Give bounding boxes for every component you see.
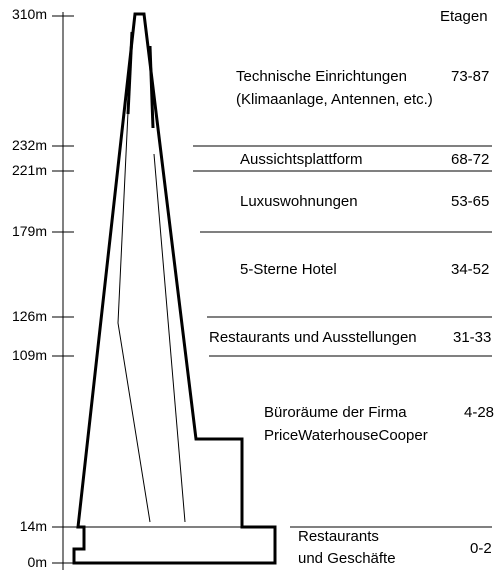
zone-hotel-name: 5-Sterne Hotel xyxy=(240,261,337,278)
floors-column-header: Etagen xyxy=(440,8,488,25)
zone-offices-floors: 4-28 xyxy=(464,404,495,421)
zone-offices-name: Büroräume der Firma xyxy=(264,404,407,421)
height-label-221m: 221m xyxy=(11,162,47,178)
zone-apartments-floors: 53-65 xyxy=(451,193,490,210)
zone-hotel-floors: 34-52 xyxy=(451,261,490,278)
zone-offices-detail: PriceWaterhouseCooper xyxy=(264,427,428,444)
zone-exhibitions-floors: 31-33 xyxy=(453,329,492,346)
zone-observation-deck-floors: 68-72 xyxy=(451,151,490,168)
inner-core-right xyxy=(154,154,185,522)
zone-shops-detail: und Geschäfte xyxy=(298,550,396,567)
height-label-109m: 109m xyxy=(11,347,47,363)
height-label-0m: 0m xyxy=(27,554,47,570)
inner-core-left xyxy=(118,112,150,522)
zone-shops-name: Restaurants xyxy=(298,528,379,545)
zone-technical-detail: (Klimaanlage, Antennen, etc.) xyxy=(236,91,433,108)
zone-exhibitions-name: Restaurants und Ausstellungen xyxy=(209,329,417,346)
zone-apartments-name: Luxuswohnungen xyxy=(240,193,358,210)
height-label-310m: 310m xyxy=(11,6,47,22)
zone-observation-deck-name: Aussichtsplattform xyxy=(240,151,363,168)
height-label-126m: 126m xyxy=(11,308,47,324)
spire-left-edge xyxy=(128,32,132,114)
height-label-232m: 232m xyxy=(11,137,47,153)
zone-shops-floors: 0-2 xyxy=(470,540,492,557)
zone-technical-floors: 73-87 xyxy=(451,68,490,85)
spire-right-edge xyxy=(150,46,153,128)
zone-technical-name: Technische Einrichtungen xyxy=(236,68,407,85)
height-label-14m: 14m xyxy=(19,518,47,534)
height-label-179m: 179m xyxy=(11,223,47,239)
